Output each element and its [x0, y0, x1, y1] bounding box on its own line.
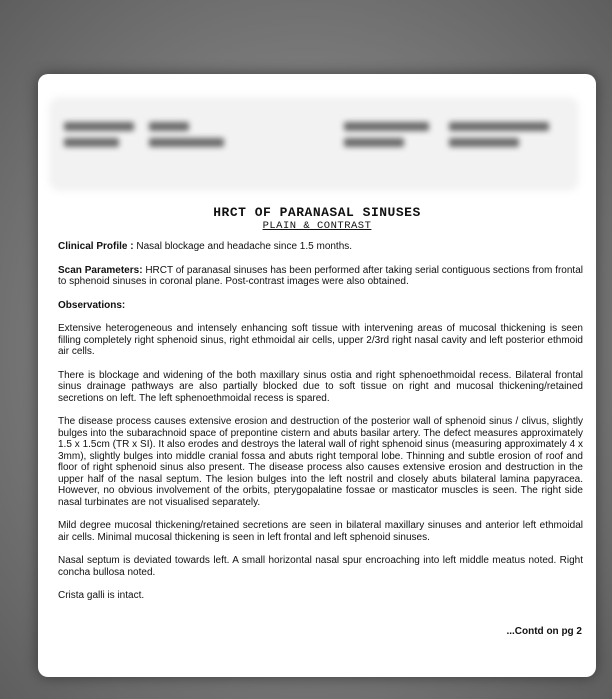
- scan-parameters-text: HRCT of paranasal sinuses has been performed after taking serial contiguous sections from frontal to sphenoid sinuses in coronal plane. Post-contrast images were also obtained.: [58, 264, 583, 287]
- observation-paragraph: The disease process causes extensive erosion and destruction of the posterior wall of sphenoid sinus / clivus, slightly bulges into the subarachnoid space of prepontine cistern and abuts basilar artery. The defect measures approximately 1.5 x 1.5cm (TR x SI). It also erodes and destroys the lateral wall of right sphenoid sinus (measuring approximately 4 x 3mm), slightly bulges into middle cranial fossa and abuts right temporal lobe. Thinning and subtle erosion of roof and floor of right sphenoid sinus also present. The disease process also causes extensive erosion and destruction in the upper half of the nasal septum. The lesion bulges into the left nostril and closely abuts bilateral lamina papyracea. However, no obvious involvement of the orbits, pterygopalatine fossae or masticator muscles is seen. The right side nasal turbinates are not visualised separately.: [58, 416, 583, 508]
- scan-parameters-label: Scan Parameters:: [58, 264, 143, 276]
- observation-paragraph: Nasal septum is deviated towards left. A small horizontal nasal spur encroaching into left middle meatus noted. Right concha bullosa noted.: [58, 555, 583, 578]
- observation-paragraph: Extensive heterogeneous and intensely enhancing soft tissue with intervening areas of mucosal thickening is seen filling completely right sphenoid sinus, right ethmoidal air cells, upper 2/3rd right nasal cavity and left posterior ethmoid air cells.: [58, 323, 583, 357]
- clinical-profile: [58, 241, 583, 253]
- redacted-patient-header: [54, 102, 574, 186]
- report-subtitle: [38, 220, 596, 232]
- observation-paragraph: There is blockage and widening of the both maxillary sinus ostia and right sphenoethmoidal recess. Bilateral frontal sinus drainage pathways are also partially blocked due to soft tissue on right and mucosal thickening/retained secretions on left. The left sphenoethmoidal recess is spared.: [58, 369, 583, 404]
- continued-note: ...Contd on pg 2: [506, 626, 582, 637]
- observations-label: Observations:: [58, 299, 126, 311]
- scan-parameters: [58, 265, 583, 288]
- observations-heading: [58, 300, 583, 312]
- report-body: [58, 241, 583, 614]
- observation-paragraph: Crista galli is intact.: [58, 590, 145, 601]
- report-page: [38, 74, 596, 677]
- clinical-profile-label: Clinical Profile :: [58, 241, 134, 252]
- clinical-profile-text: Nasal blockage and headache since 1.5 months.: [133, 241, 353, 252]
- report-title: HRCT OF PARANASAL SINUSES: [213, 205, 421, 220]
- report-subtitle-text: PLAIN & CONTRAST: [262, 220, 372, 232]
- observation-paragraph: Mild degree mucosal thickening/retained secretions are seen in bilateral maxillary sinuses and anterior left ethmoidal air cells. Minimal mucosal thickening is seen in left frontal and left sphenoid sinuses.: [58, 520, 583, 543]
